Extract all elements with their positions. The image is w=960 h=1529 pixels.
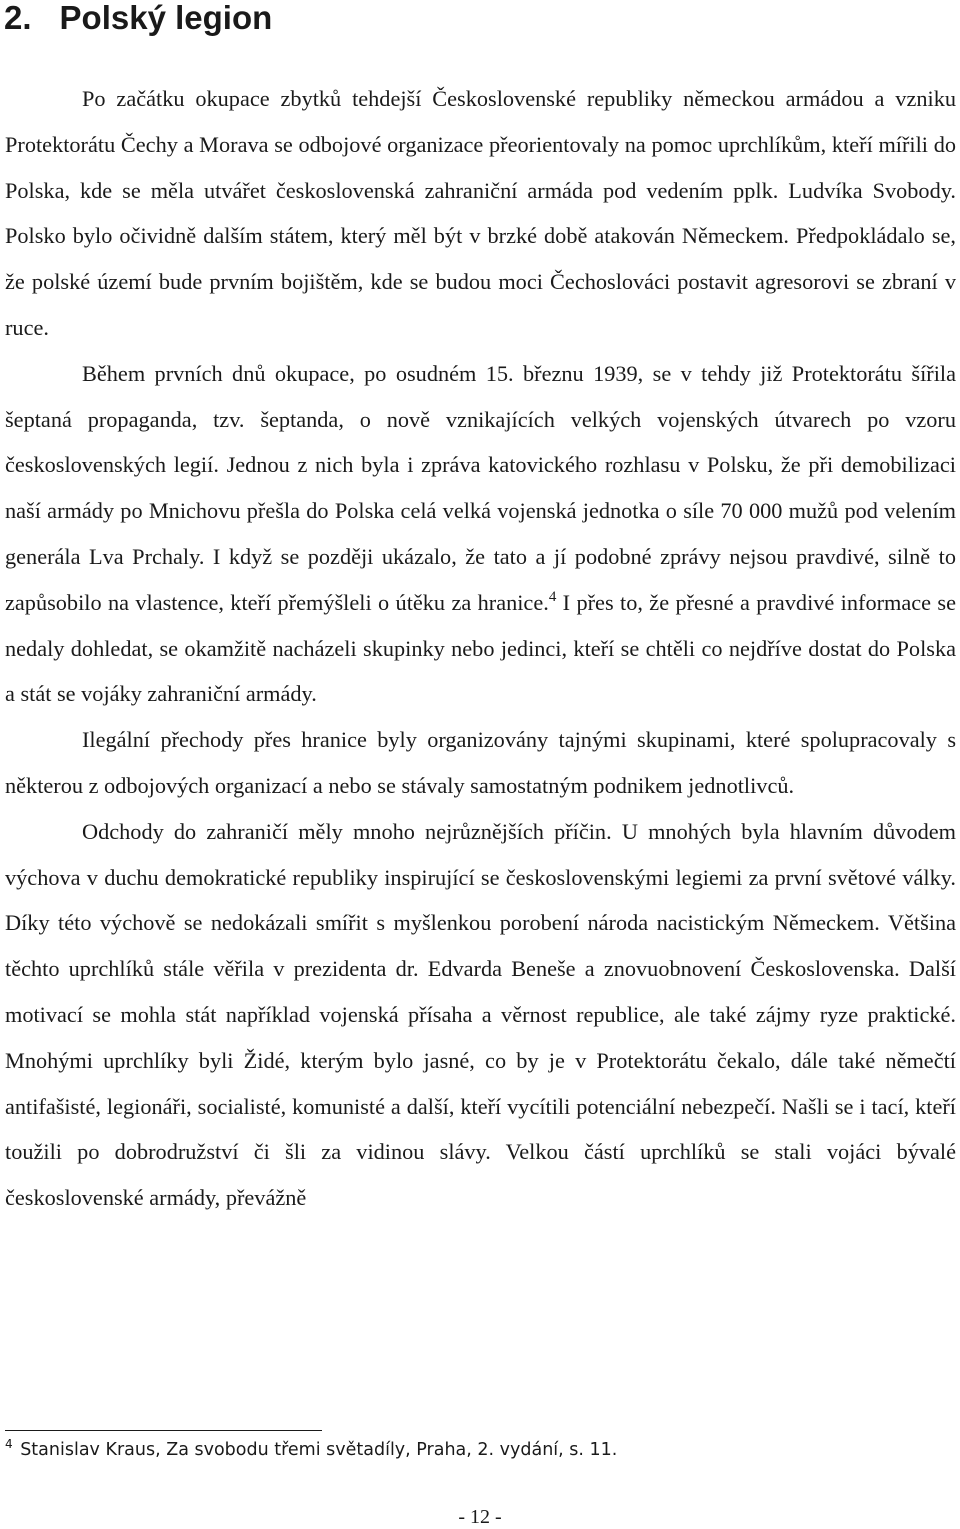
- page-number: - 12 -: [458, 1506, 502, 1528]
- paragraph-text: Odchody do zahraničí měly mnoho nejrůznějších příčin. U mnohých byla hlavním důvodem výchova v duchu demokratické republiky inspirující se československými legiemi za první světové války. Díky této výchově se nedokázali smířit s myšlenkou porobení národa nacistickým Německem. Většina těchto uprchlíků stále věřila v prezidenta dr. Edvarda Beneše a znovuobnovení Československa. Další motivací se mohla stát například vojenská přísaha a věrnost republice, ale také zájmy ryze praktické. Mnohými uprchlíky byli Židé, kterým bylo jasné, co by je v Protektorátu čekalo, dále také němečtí antifašisté, legionáři, socialisté, komunisté a další, kteří vycítili potenciální nebezpečí. Našli se i tací, kteří toužili po dobrodružství či šli za vidinou slávy. Velkou částí uprchlíků se stali vojáci bývalé československé armády, převážně: [5, 818, 956, 1211]
- paragraph: [5, 351, 956, 717]
- chapter-number: 2.: [4, 0, 32, 36]
- paragraph-text: Během prvních dnů okupace, po osudném 15. březnu 1939, se v tehdy již Protektorátu šířila šeptaná propaganda, tzv. šeptanda, o nově vznikajících velkých vojenských útvarech po vzoru československých legií. Jednou z nich byla i zpráva katovického rozhlasu v Polsku, že při demobilizaci naší armády po Mnichovu přešla do Polska celá velká vojenská jednotka o síle 70 000 mužů pod velením generála Lva Prchaly. I když se později ukázalo, že tato a jí podobné zprávy nejsou pravdivé, silně to zapůsobilo na vlastence, kteří přemýšleli o útěku za hranice.: [5, 360, 956, 615]
- chapter-heading: [4, 0, 272, 36]
- footnote-text: Stanislav Kraus, Za svobodu třemi světadíly, Praha, 2. vydání, s. 11.: [14, 1440, 618, 1460]
- footnote-number: 4: [5, 1437, 13, 1451]
- paragraph-text: Ilegální přechody přes hranice byly organizovány tajnými skupinami, které spolupracovaly s některou z odbojových organizací a nebo se stávaly samostatným podnikem jednotlivců.: [5, 727, 956, 798]
- paragraph: [5, 76, 956, 351]
- footnote: [5, 1439, 617, 1461]
- paragraph-text-continued: I přes to, že přesné a pravdivé informace se nedaly dohledat, se okamžitě nacházeli skupinky nebo jedinci, kteří se chtěli co nejdříve dostat do Polska a stát se vojáky zahraniční armády.: [5, 589, 957, 707]
- paragraph-text: Po začátku okupace zbytků tehdejší Československé republiky německou armádou a vzniku Protektorátu Čechy a Morava se odbojové organizace přeorientovaly na pomoc uprchlíkům, kteří mířili do Polska, kde se měla utvářet československá zahraniční armáda pod vedením pplk. Ludvíka Svobody. Polsko bylo očividně dalším státem, který měl být v brzké době atakován Německem. Předpokládalo se, že polské území bude prvním bojištěm, kde se budou moci Čechoslováci postavit agresorovi se zbraní v ruce.: [5, 86, 956, 340]
- paragraph: [5, 717, 956, 809]
- footnote-reference[interactable]: 4: [548, 588, 557, 605]
- body-text: [5, 76, 956, 1221]
- paragraph: [5, 809, 956, 1221]
- footnote-separator: [5, 1430, 322, 1431]
- chapter-title: Polský legion: [59, 0, 273, 36]
